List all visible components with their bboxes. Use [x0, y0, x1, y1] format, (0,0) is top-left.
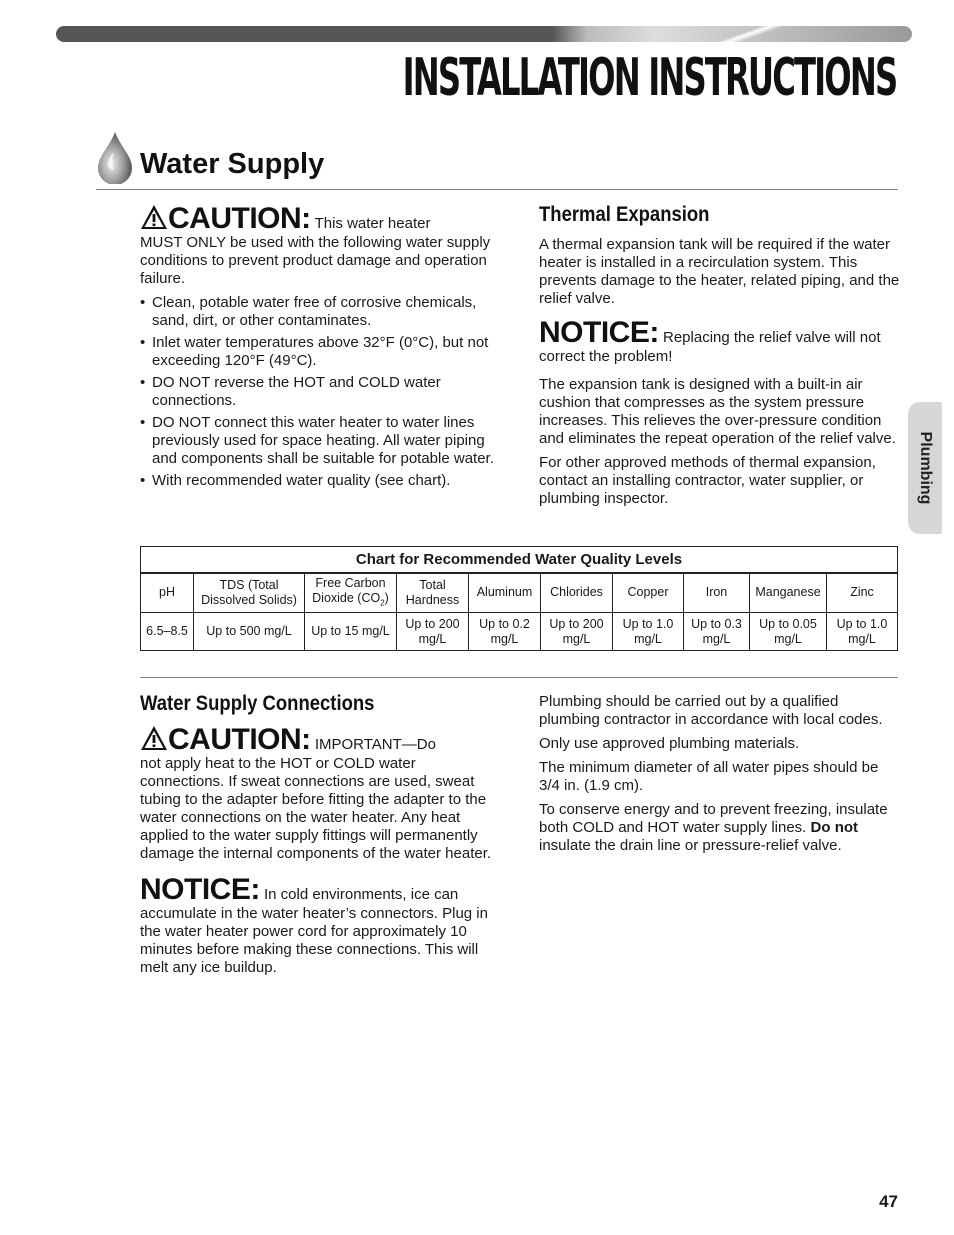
section-header	[96, 128, 898, 190]
water-drop-icon	[96, 130, 134, 184]
caution-lead: This water heater	[314, 215, 431, 232]
caution-text: not apply heat to the HOT or COLD water connections. If sweat connections are used, sweat tubing to the adapter before fitting the adapter to the water connections on the water heater. Any heat applied to the water supply fittings will permanently damage the internal components of the water heater.	[140, 755, 492, 862]
notice-paragraph	[539, 318, 901, 366]
table-header-cell: Aluminum	[469, 573, 541, 613]
table-header-cell: Total Hardness	[397, 573, 469, 613]
water-supply-connections-block	[140, 691, 500, 983]
list-item: • DO NOT connect this water heater to water lines previously used for space heating. All water piping and components shall be suitable for potable water.	[140, 414, 500, 468]
do-not-emphasis: Do not	[810, 819, 859, 836]
table-cell: Up to 0.05 mg/L	[750, 613, 827, 651]
table-cell: Up to 0.3 mg/L	[684, 613, 750, 651]
caution-lead: IMPORTANT—Do	[314, 736, 436, 753]
table-header-cell	[305, 573, 397, 613]
co2-header-text: Free Carbon Dioxide (CO	[312, 575, 386, 605]
table-cell: Up to 500 mg/L	[194, 613, 305, 651]
plumbing-paragraph-1: Plumbing should be carried out by a qualified plumbing contractor in accordance with local codes.	[539, 693, 883, 728]
section-title: Water Supply	[140, 148, 325, 180]
table-header-cell: Zinc	[827, 573, 898, 613]
insulate-text: To conserve energy and to prevent freezing, insulate both COLD and HOT water supply lines.	[539, 801, 888, 836]
header-bar	[56, 26, 912, 42]
insulate-tail-text: insulate the drain line or pressure-relief valve.	[539, 837, 842, 854]
plumbing-paragraph-2: Only use approved plumbing materials.	[539, 735, 800, 752]
table-header-cell: Manganese	[750, 573, 827, 613]
table-header-cell: Copper	[613, 573, 684, 613]
list-item: • DO NOT reverse the HOT and COLD water connections.	[140, 374, 500, 410]
co2-subscript: 2	[380, 598, 385, 607]
section-divider	[140, 677, 898, 678]
thermal-paragraph-1: A thermal expansion tank will be required if the water heater is installed in a recirculation system. This prevents damage to the heater, related piping, and the relief valve.	[539, 236, 900, 307]
list-item: • Clean, potable water free of corrosive chemicals, sand, dirt, or other contaminates.	[140, 294, 500, 330]
list-item: • With recommended water quality (see chart).	[140, 472, 500, 490]
table-cell: Up to 0.2 mg/L	[469, 613, 541, 651]
page-header-title: INSTALLATION INSTRUCTIONS	[402, 48, 896, 108]
caution-label: CAUTION:	[168, 723, 311, 756]
page-number: 47	[879, 1192, 898, 1211]
table-header-cell: pH	[141, 573, 194, 613]
connections-title: Water Supply Connections	[140, 692, 375, 715]
table-cell: Up to 200 mg/L	[541, 613, 613, 651]
notice-label: NOTICE:	[140, 873, 260, 906]
table-cell: 6.5–8.5	[141, 613, 194, 651]
water-quality-table	[140, 546, 898, 651]
side-tab-plumbing	[908, 402, 942, 534]
header-bar-stripe	[606, 26, 906, 42]
table-header-cell: Iron	[684, 573, 750, 613]
plumbing-paragraph-3: The minimum diameter of all water pipes should be 3/4 in. (1.9 cm).	[539, 759, 879, 794]
table-title: Chart for Recommended Water Quality Levels	[141, 547, 898, 573]
table-cell: Up to 1.0 mg/L	[827, 613, 898, 651]
table-header-cell: Chlorides	[541, 573, 613, 613]
thermal-expansion-block	[539, 202, 901, 514]
water-conditions-list	[140, 294, 500, 490]
caution-label: CAUTION:	[168, 202, 311, 235]
table-row	[141, 613, 898, 651]
list-item: • Inlet water temperatures above 32°F (0°C), but not exceeding 120°F (49°C).	[140, 334, 500, 370]
table-header-row	[141, 573, 898, 613]
warning-triangle-icon	[140, 204, 168, 230]
thermal-paragraph-2: The expansion tank is designed with a built-in air cushion that compresses as the system pressure increases. This relieves the over-pressure condition and eliminates the repeat operation of the relief valve.	[539, 376, 896, 447]
table-header-cell: TDS (Total Dissolved Solids)	[194, 573, 305, 613]
plumbing-notes-block	[539, 693, 901, 861]
thermal-paragraph-3: For other approved methods of thermal expansion, contact an installing contractor, water supplier, or plumbing inspector.	[539, 454, 876, 507]
notice-text: Replacing the relief valve will not correct the problem!	[539, 329, 881, 365]
notice-label: NOTICE:	[539, 316, 659, 349]
table-cell: Up to 200 mg/L	[397, 613, 469, 651]
caution-paragraph	[140, 204, 500, 288]
table-cell: Up to 15 mg/L	[305, 613, 397, 651]
caution-block	[140, 204, 500, 494]
side-tab-label: Plumbing	[917, 431, 934, 505]
thermal-expansion-title: Thermal Expansion	[539, 203, 710, 226]
table-cell: Up to 1.0 mg/L	[613, 613, 684, 651]
warning-triangle-icon	[140, 725, 168, 751]
notice-paragraph	[140, 875, 500, 977]
caution-text: MUST ONLY be used with the following water supply conditions to prevent product damage and operation failure.	[140, 234, 491, 287]
caution-paragraph	[140, 725, 500, 863]
co2-close-paren: )	[384, 590, 389, 605]
notice-text: In cold environments, ice can accumulate in the water heater’s connectors. Plug in the water heater power cord for approximately 10 minutes before making these connections. This will melt any ice buildup.	[140, 886, 488, 976]
plumbing-paragraph-4	[539, 801, 901, 855]
